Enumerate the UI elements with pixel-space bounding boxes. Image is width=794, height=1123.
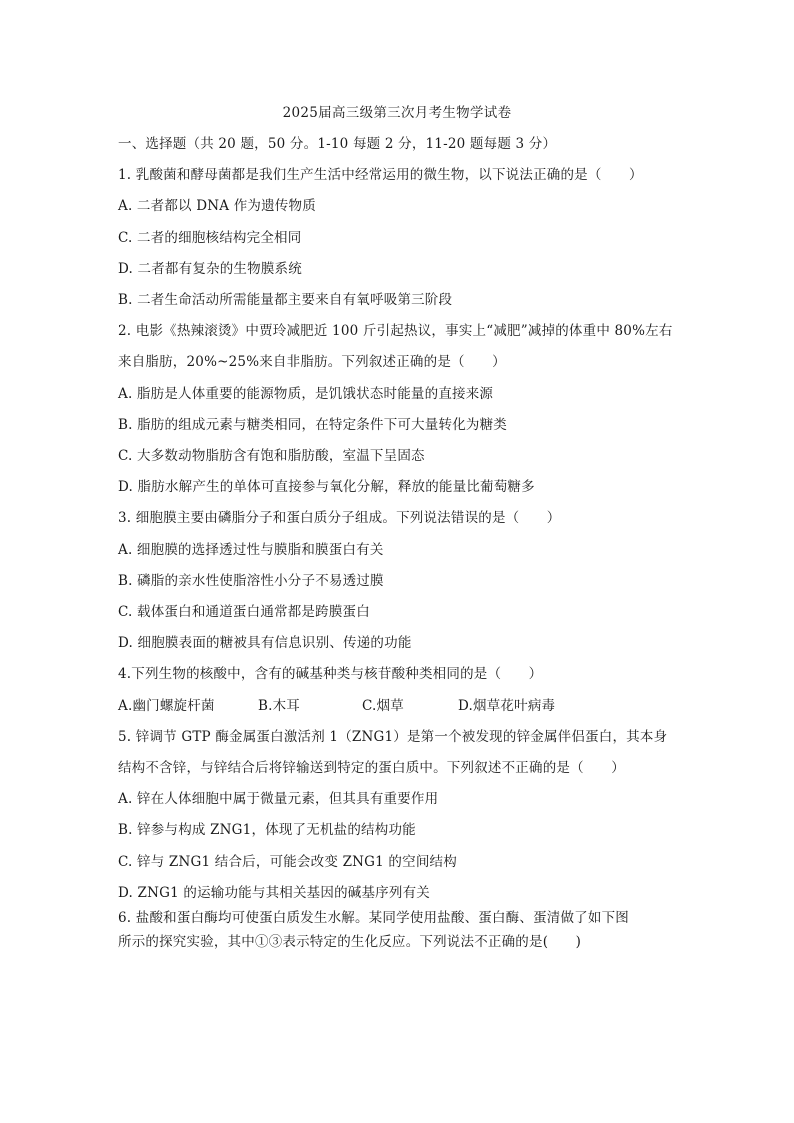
q5-stem-line2: 结构不含锌，与锌结合后将锌输送到特定的蛋白质中。下列叙述不正确的是（ ）: [118, 760, 625, 776]
q3-stem: 3. 细胞膜主要由磷脂分子和蛋白质分子组成。下列说法错误的是（ ）: [118, 510, 561, 526]
q5-option: D. ZNG1 的运输功能与其相关基因的碱基序列有关: [118, 885, 430, 901]
q6-stem-line2: 所示的探究实验，其中①③表示特定的生化反应。下列说法不正确的是( ): [118, 934, 582, 950]
q2-stem-line2: 来自脂肪，20%~25%来自非脂肪。下列叙述正确的是（ ）: [118, 354, 506, 370]
q2-option: A. 脂肪是人体重要的能源物质，是饥饿状态时能量的直接来源: [118, 386, 494, 402]
q4-option: A.幽门螺旋杆菌: [118, 698, 215, 714]
section-heading: 一、选择题（共 20 题，50 分。1-10 每题 2 分，11-20 题每题 3 分）: [118, 136, 557, 152]
q1-option: C. 二者的细胞核结构完全相同: [118, 230, 302, 246]
q5-option: B. 锌参与构成 ZNG1，体现了无机盐的结构功能: [118, 822, 416, 838]
q6-stem-line1: 6. 盐酸和蛋白酶均可使蛋白质发生水解。某同学使用盐酸、蛋白酶、蛋清做了如下图: [118, 910, 629, 926]
q4-option: D.烟草花叶病毒: [458, 698, 556, 714]
q2-option: C. 大多数动物脂肪含有饱和脂肪酸，室温下呈固态: [118, 448, 425, 464]
q3-option: C. 载体蛋白和通道蛋白通常都是跨膜蛋白: [118, 604, 370, 620]
q2-option: B. 脂肪的组成元素与糖类相同，在特定条件下可大量转化为糖类: [118, 417, 508, 433]
q5-option: A. 锌在人体细胞中属于微量元素，但其具有重要作用: [118, 791, 439, 807]
q2-option: D. 脂肪水解产生的单体可直接参与氧化分解，释放的能量比葡萄糖多: [118, 479, 535, 495]
q2-stem-line1: 2. 电影《热辣滚烫》中贾玲减肥近 100 斤引起热议，事实上“减肥”减掉的体重中 80%左右: [118, 323, 673, 339]
q3-option: B. 磷脂的亲水性使脂溶性小分子不易透过膜: [118, 573, 384, 589]
q4-options-row: [118, 697, 555, 715]
q5-stem-line1: 5. 锌调节 GTP 酶金属蛋白激活剂 1（ZNG1）是第一个被发现的锌金属伴侣蛋白，其本身: [118, 729, 668, 745]
q1-option: D. 二者都有复杂的生物膜系统: [118, 261, 302, 277]
q4-option: B.木耳: [258, 698, 301, 714]
q1-option: B. 二者生命活动所需能量都主要来自有氧呼吸第三阶段: [118, 292, 453, 308]
q1-stem: 1. 乳酸菌和酵母菌都是我们生产生活中经常运用的微生物，以下说法正确的是（ ）: [118, 167, 643, 183]
q5-option: C. 锌与 ZNG1 结合后，可能会改变 ZNG1 的空间结构: [118, 854, 457, 870]
q4-stem: 4.下列生物的核酸中，含有的碱基种类与核苷酸种类相同的是（ ）: [118, 666, 543, 682]
q1-option: A. 二者都以 DNA 作为遗传物质: [118, 198, 316, 214]
q4-option: C.烟草: [362, 698, 404, 714]
page-title: 2025届高三级第三次月考生物学试卷: [282, 105, 512, 121]
q3-option: D. 细胞膜表面的糖被具有信息识别、传递的功能: [118, 635, 412, 651]
q3-option: A. 细胞膜的选择透过性与膜脂和膜蛋白有关: [118, 542, 384, 558]
